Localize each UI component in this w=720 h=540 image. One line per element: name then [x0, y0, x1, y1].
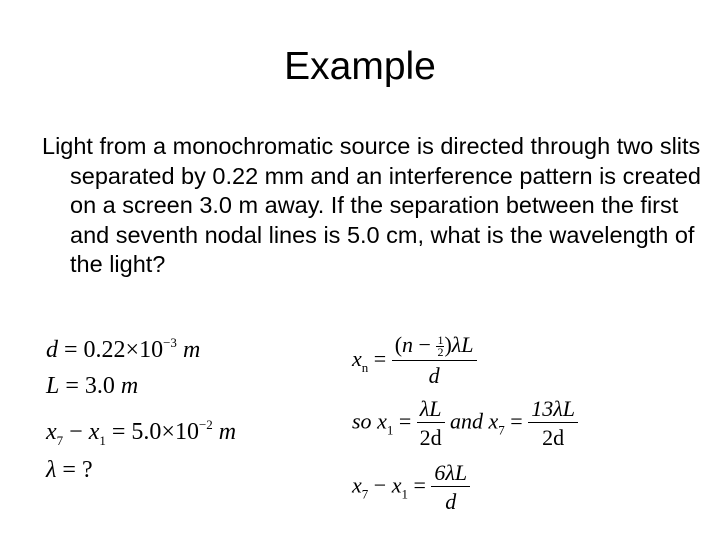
x1-fraction — [417, 398, 445, 449]
d-exponent: −3 — [163, 335, 177, 350]
difference-fraction — [431, 462, 470, 513]
minus-sign: − — [373, 472, 387, 498]
difference-numerator — [431, 462, 470, 487]
lambda-unknown: ? — [81, 457, 93, 483]
lambda-L-term: λL — [419, 396, 442, 421]
d-variable: d — [46, 337, 58, 363]
n-variable: n — [402, 332, 414, 357]
x1-subscript: 1 — [386, 422, 394, 438]
minus-sign: − — [69, 419, 83, 445]
xn-denominator — [392, 361, 477, 387]
equals-sign: = — [111, 419, 126, 445]
thirteen-lambda-L-term: 13λL — [531, 396, 575, 421]
equals-sign: = — [64, 337, 78, 363]
equals-sign: = — [510, 408, 523, 434]
x7-fraction — [528, 398, 578, 449]
six-lambda-L-term: 6λL — [434, 460, 468, 485]
x1-subscript: 1 — [99, 433, 106, 448]
so-word: so — [352, 408, 372, 434]
slide-title: Example — [284, 45, 436, 88]
difference-denominator — [431, 487, 470, 513]
half-denominator: 2 — [437, 345, 444, 360]
difference-equation — [352, 462, 470, 513]
x7-variable: x — [46, 419, 57, 445]
problem-statement: Light from a monochromatic source is directed through two slits separated by 0.22 mm and an interference pattern is created on a screen 3.0 m away. If the separation between the first and seventh nodal lines is 5.0 cm, what is the wavelength of the light? — [42, 133, 701, 277]
x1-variable: x — [377, 408, 387, 434]
given-lambda — [46, 458, 93, 482]
nodal-line-equation — [352, 334, 477, 387]
x7-denominator: 2d — [542, 425, 565, 450]
open-paren: ( — [394, 332, 403, 357]
equals-sign: = — [62, 457, 76, 483]
xn-fraction — [392, 334, 477, 387]
d-variable: d — [428, 363, 440, 389]
xn-subscript: n — [361, 359, 369, 375]
equals-sign: = — [373, 345, 387, 371]
xn-numerator — [392, 334, 477, 361]
given-separation — [46, 418, 236, 447]
lambda-L-term: λL — [451, 332, 474, 357]
x1-subscript: 1 — [401, 486, 408, 502]
d-mantissa: 0.22×10 — [83, 337, 164, 363]
and-word: and — [450, 408, 484, 434]
separation-exponent: −2 — [198, 417, 213, 432]
d-variable: d — [445, 489, 457, 514]
x7-variable: x — [352, 472, 362, 498]
separation-unit: m — [218, 419, 237, 445]
half-numerator: 1 — [437, 333, 444, 348]
x1-variable: x — [391, 472, 402, 498]
x1-numerator — [417, 398, 445, 423]
equals-sign: = — [413, 472, 426, 498]
separation-mantissa: 5.0×10 — [131, 419, 199, 445]
L-value: 3.0 — [84, 373, 115, 399]
x7-subscript: 7 — [361, 486, 369, 502]
first-seventh-equations — [352, 398, 578, 449]
equals-sign: = — [398, 408, 412, 434]
x1-variable: x — [88, 419, 100, 445]
x7-numerator — [528, 398, 578, 423]
x7-subscript: 7 — [498, 422, 505, 438]
x7-subscript: 7 — [56, 433, 64, 448]
xn-variable: x — [352, 345, 362, 371]
x1-denominator: 2d — [419, 425, 442, 450]
d-unit: m — [182, 337, 201, 363]
minus-sign: − — [413, 332, 437, 357]
L-unit: m — [120, 373, 139, 399]
given-L — [46, 374, 138, 398]
close-paren: ) — [444, 332, 452, 357]
lambda-variable: λ — [46, 457, 57, 483]
x7-variable: x — [488, 408, 499, 434]
equals-sign: = — [65, 373, 79, 399]
given-d — [46, 336, 200, 362]
L-variable: L — [46, 373, 60, 399]
